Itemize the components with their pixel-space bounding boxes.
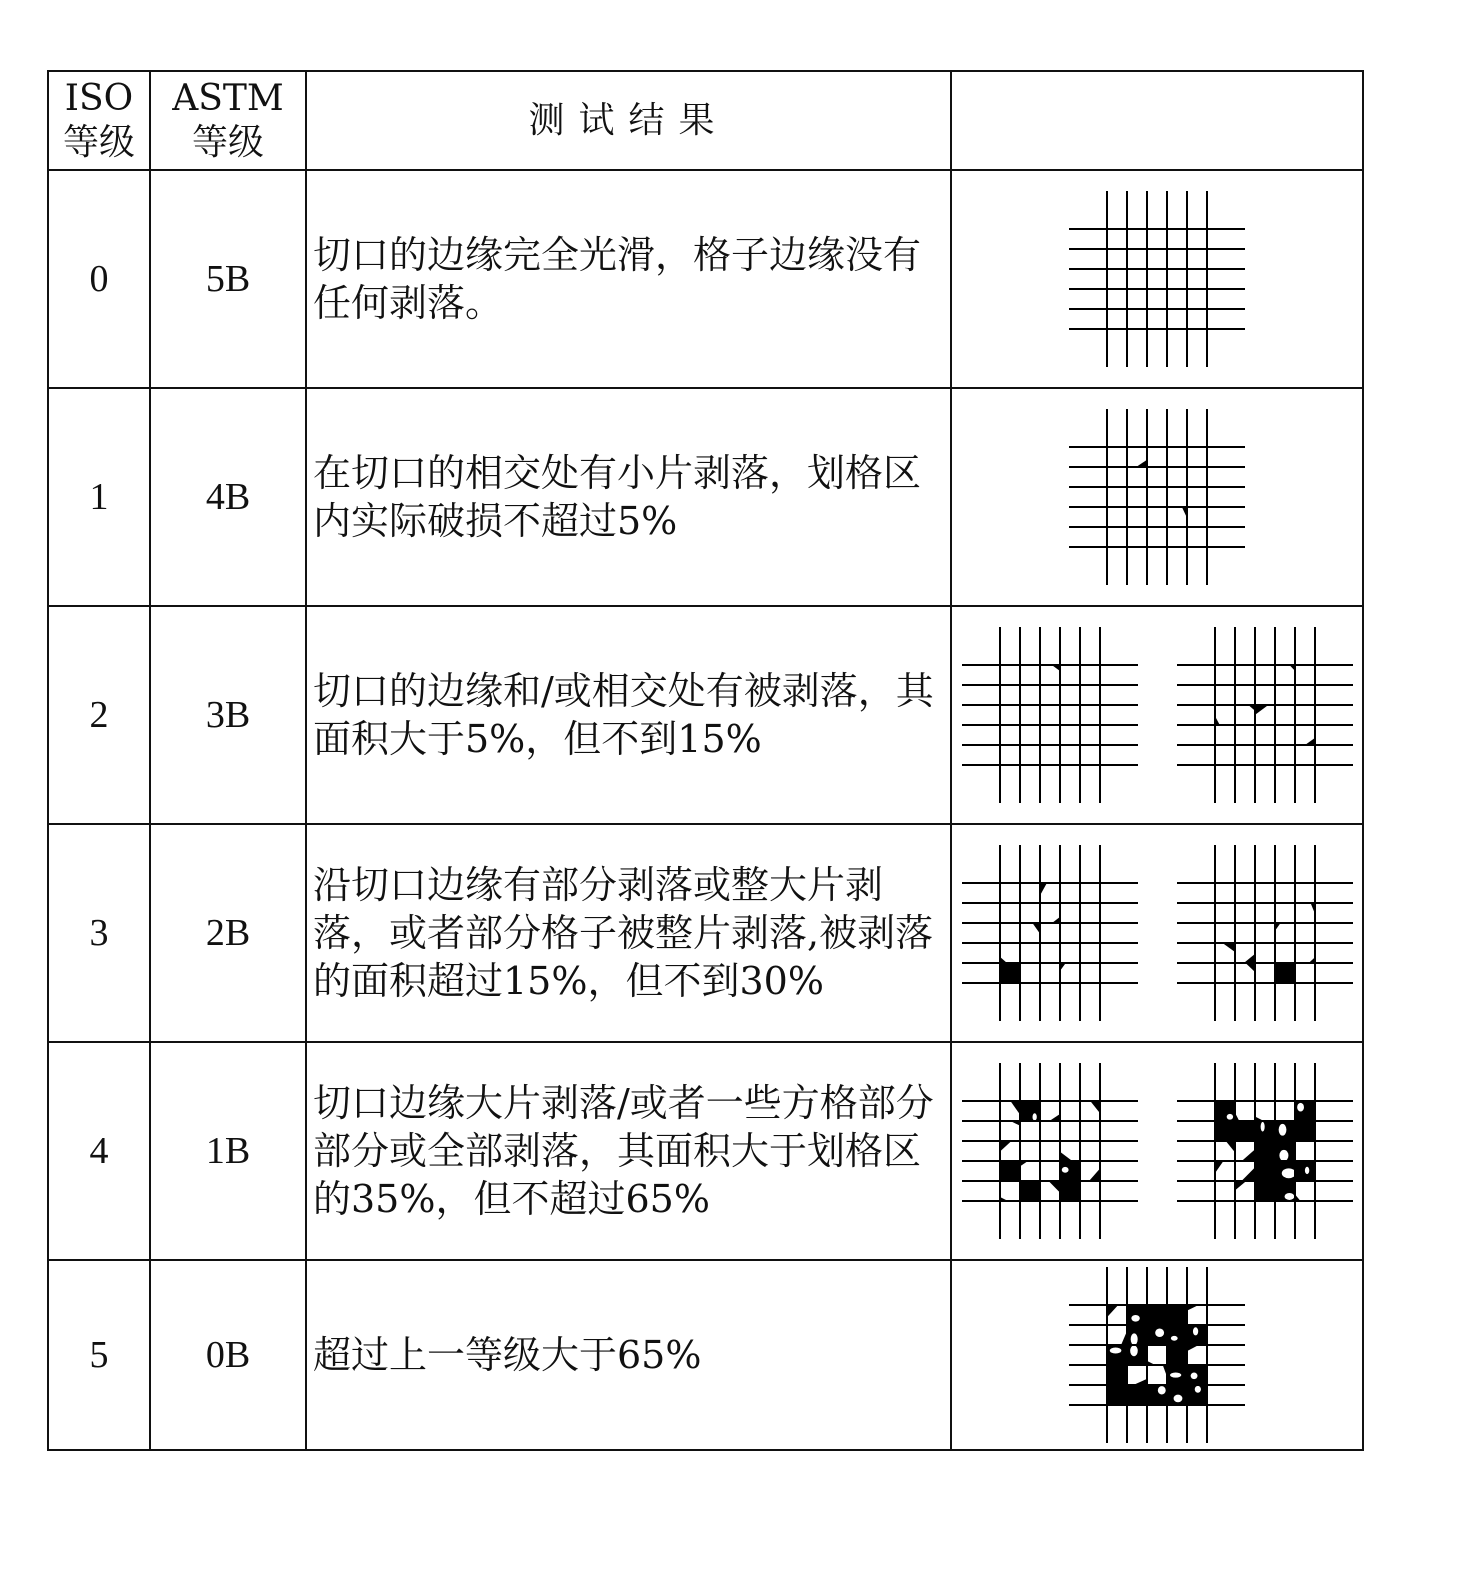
intact-patch (1158, 1386, 1166, 1394)
flaking-mark (1241, 1167, 1254, 1181)
flaking-mark (1049, 1114, 1060, 1121)
flaking-mark (1215, 1121, 1235, 1141)
flaking-mark (1255, 1121, 1275, 1141)
flaking-mark (1107, 1365, 1127, 1385)
intact-patch (1304, 1167, 1308, 1174)
intact-patch (1297, 1103, 1304, 1112)
iso-grade: 2 (48, 606, 150, 824)
flaking-mark (1107, 1385, 1127, 1405)
astm-grade: 4B (150, 388, 306, 606)
header-text: ISO (64, 77, 134, 119)
intact-patch (1171, 1336, 1178, 1341)
intact-patch (1195, 1386, 1201, 1393)
astm-grade: 5B (150, 170, 306, 388)
flaking-mark (1225, 1141, 1234, 1152)
flaking-mark (1241, 1149, 1254, 1161)
intact-patch (1281, 1168, 1295, 1178)
flaking-mark (1255, 705, 1268, 715)
intact-patch (1193, 1327, 1198, 1335)
flaking-mark (1127, 1385, 1147, 1405)
result-description: 切口的边缘和/或相交处有被剥落，其面积大于5%，但不到15% (306, 606, 951, 824)
flaking-mark (1089, 1169, 1100, 1181)
flaking-mark (1136, 460, 1147, 467)
flaking-mark (1245, 963, 1254, 972)
flaking-mark (1060, 1152, 1072, 1161)
crosscut-grid-icon (960, 625, 1140, 805)
crosscut-grid-icon (1067, 189, 1247, 369)
result-description: 切口边缘大片剥落/或者一些方格部分部分或全部剥落，其面积大于划格区的35%，但不超过65% (306, 1042, 951, 1260)
flaking-mark (1243, 954, 1254, 963)
intact-patch (1155, 1328, 1164, 1337)
flaking-mark (1060, 1181, 1080, 1201)
table-row (48, 170, 1363, 388)
crosscut-grid-icon (1175, 1061, 1355, 1241)
flaking-mark (1295, 1121, 1315, 1141)
flaking-mark (1000, 1161, 1020, 1181)
intact-patch (1278, 1124, 1286, 1136)
result-description: 切口的边缘完全光滑，格子边缘没有任何剥落。 (306, 170, 951, 388)
flaking-mark (1167, 1305, 1187, 1325)
header-text: ASTM (172, 77, 284, 119)
intact-patch (1131, 1315, 1139, 1322)
iso-grade: 5 (48, 1260, 150, 1450)
flaking-mark (1010, 1101, 1020, 1115)
header-text: 等级 (191, 121, 264, 163)
crosscut-figure-cell (951, 824, 1363, 1042)
flaking-mark (1000, 1141, 1011, 1152)
flaking-mark (1090, 1101, 1100, 1113)
flaking-mark (1107, 1305, 1118, 1317)
header-text: 等级 (62, 121, 135, 163)
intact-patch (1226, 1114, 1232, 1120)
flaking-mark (1000, 963, 1020, 983)
intact-patch (1279, 1150, 1288, 1161)
flaking-mark (1255, 1161, 1275, 1181)
astm-grade: 3B (150, 606, 306, 824)
flaking-mark (1147, 1305, 1167, 1325)
iso-grade: 4 (48, 1042, 150, 1260)
intact-patch (1260, 1122, 1264, 1132)
flaking-mark (1127, 1305, 1147, 1325)
crosscut-grid-icon (1067, 1265, 1247, 1445)
iso-grade-header (48, 71, 150, 170)
crosscut-figure-cell (951, 388, 1363, 606)
flaking-mark (1235, 1181, 1246, 1190)
astm-grade: 2B (150, 824, 306, 1042)
table-row (48, 606, 1363, 824)
table-row (48, 1042, 1363, 1260)
intact-patch (1131, 1333, 1138, 1345)
crosscut-grid-icon (1067, 407, 1247, 587)
crosscut-grid-icon (960, 843, 1140, 1023)
intact-patch (1061, 1167, 1068, 1173)
header-row (48, 71, 1363, 170)
crosscut-figure-cell (951, 170, 1363, 388)
crosscut-grid-icon (1175, 843, 1355, 1023)
test-result-header: 测试结果 (306, 71, 951, 170)
flaking-mark (1167, 1325, 1187, 1345)
table-row (48, 824, 1363, 1042)
flaking-mark (1295, 1101, 1315, 1121)
flaking-mark (1305, 738, 1315, 745)
flaking-mark (1032, 923, 1040, 934)
flaking-mark (1020, 1101, 1040, 1121)
intact-patch (1032, 1113, 1036, 1120)
table-row (48, 388, 1363, 606)
flaking-mark (1020, 1181, 1040, 1201)
iso-grade: 3 (48, 824, 150, 1042)
crosscut-figure-cell (951, 1260, 1363, 1450)
flaking-mark (1215, 1161, 1223, 1173)
astm-grade: 0B (150, 1260, 306, 1450)
crosscut-figure-cell (951, 606, 1363, 824)
result-description: 沿切口边缘有部分剥落或整大片剥落，或者部分格子被整片剥落,被剥落的面积超过15%，但不到30% (306, 824, 951, 1042)
intact-patch (1170, 1372, 1181, 1377)
crosscut-grading-table (47, 70, 1364, 1451)
crosscut-figure-cell (951, 1042, 1363, 1260)
iso-grade: 0 (48, 170, 150, 388)
intact-patch (1174, 1395, 1183, 1403)
intact-patch (1130, 1345, 1138, 1356)
flaking-mark (1255, 1181, 1275, 1201)
intact-patch (1284, 1193, 1294, 1200)
flaking-mark (1222, 943, 1234, 952)
flaking-mark (1255, 1141, 1275, 1161)
intact-patch (1191, 1372, 1198, 1379)
table-row (48, 1260, 1363, 1450)
crosscut-grid-icon (1175, 625, 1355, 805)
flaking-mark (1040, 883, 1047, 896)
flaking-mark (1235, 1121, 1255, 1141)
flaking-mark (1167, 1345, 1187, 1365)
astm-grade: 1B (150, 1042, 306, 1260)
crosscut-grid-icon (960, 1061, 1140, 1241)
flaking-mark (1048, 1181, 1059, 1193)
intact-patch (1110, 1347, 1122, 1353)
result-description: 在切口的相交处有小片剥落，划格区内实际破损不超过5% (306, 388, 951, 606)
astm-grade-header (150, 71, 306, 170)
flaking-mark (1275, 963, 1295, 983)
figure-header (951, 71, 1363, 170)
iso-grade: 1 (48, 388, 150, 606)
result-description: 超过上一等级大于65% (306, 1260, 951, 1450)
